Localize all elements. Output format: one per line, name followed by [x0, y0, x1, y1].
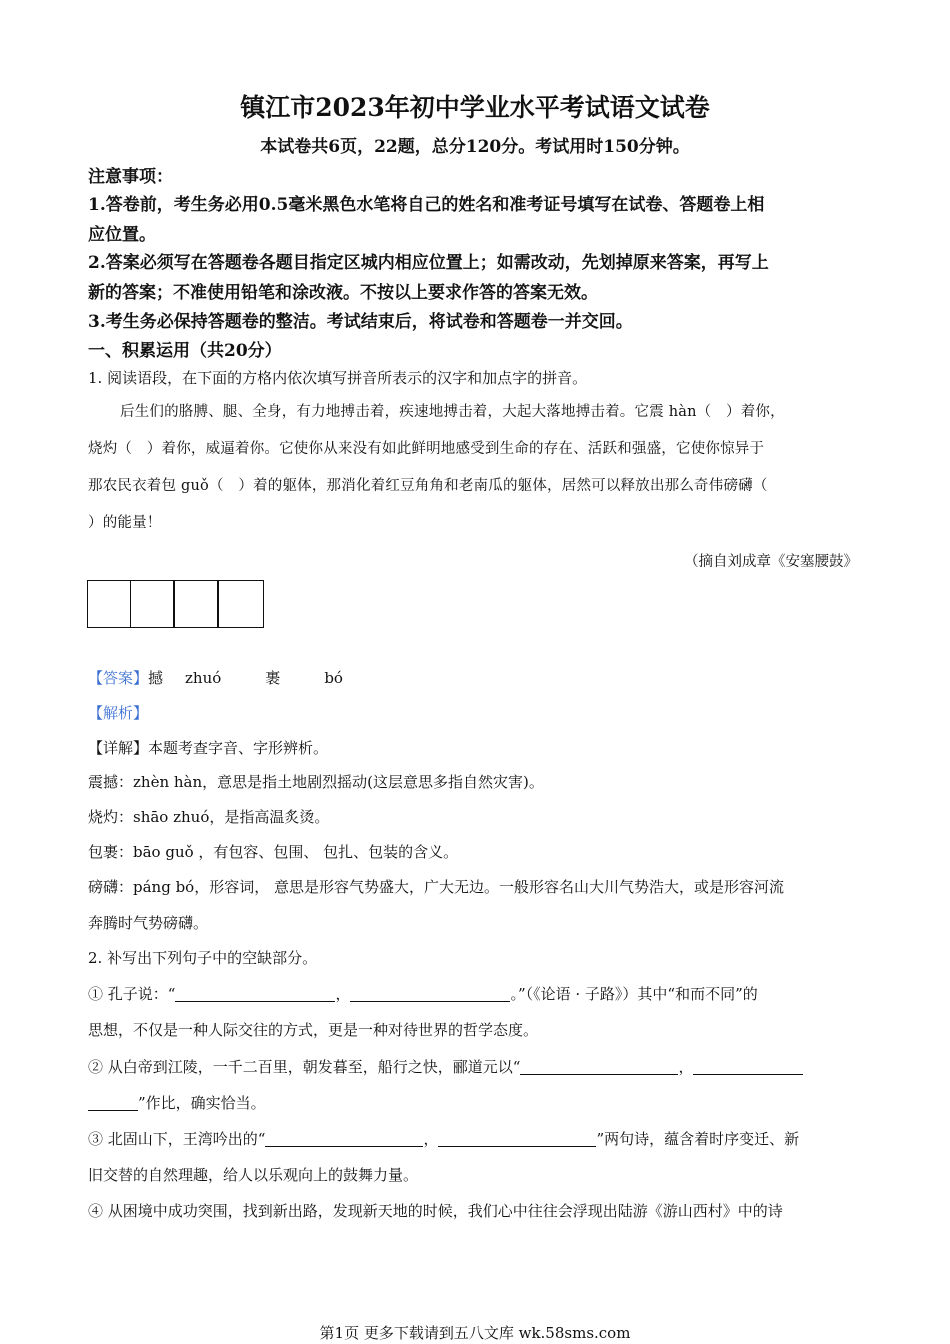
passage-line-4: ）的能量！ — [88, 515, 162, 531]
notice-item-2-line-2: 新的答案；不准使用铅笔和涂改液。不按以上要求作答的答案无效。 — [88, 283, 598, 303]
question-2-item-1 — [88, 976, 863, 1048]
fill-blank[interactable] — [693, 1058, 803, 1075]
passage-line-2: 烧灼 .（ ）着你，威逼着你。它使你从来没有如此鲜明地感受到生命的存在、活跃和强盛，它使你惊异于 — [88, 431, 863, 468]
question-1-prompt: 1. 阅读语段，在下面的方格内依次填写拼音所表示的汉字和加点字的拼音。 — [88, 369, 588, 387]
question-2-item-4: ④ 从困境中成功突围，找到新出路，发现新天地的时候，我们心中往往会浮现出陆游《游山西村》中的诗 — [88, 1202, 783, 1220]
fill-blank[interactable] — [88, 1094, 138, 1111]
dotted-char: 礴 . — [738, 478, 753, 494]
answer-value-4: bó — [324, 669, 343, 687]
fill-blank[interactable] — [175, 985, 335, 1002]
passage-line-1: 后生们的胳膊、腿、全身，有力地搏击着，疾速地搏击着，大起大落地搏击着。它震 hàn（ ）着你， — [120, 404, 785, 420]
exam-subtitle: 本试卷共6页，22题，总分120分。考试用时150分钟。 — [260, 137, 690, 157]
answer-value-1: 撼 — [148, 669, 164, 687]
notice-item-1 — [88, 190, 863, 250]
question-2-item-3 — [88, 1121, 863, 1193]
explanation-1: 震撼：zhèn hàn，意思是指土地剧烈摇动(这层意思多指自然灾害)。 — [88, 773, 544, 791]
explanation-4-line-1: 磅礴：páng bó，形容词， 意思是形容气势盛大，广大无边。一般形容名山大川气势浩大，或是形容河流 — [88, 878, 784, 896]
explanation-3: 包裹：bāo guǒ ，有包容、包围、 包扎、包装的含义。 — [88, 843, 459, 861]
page-title: 镇江市2023年初中学业水平考试语文试卷 — [240, 93, 710, 122]
answer-box-3[interactable] — [174, 580, 218, 628]
dotted-char: 灼 . — [103, 441, 118, 457]
question-2-item-2 — [88, 1049, 863, 1121]
item-1-line-2: 思想，不仅是一种人际交往的方式，更是一种对待世界的哲学态度。 — [88, 1021, 539, 1039]
answer-label: 【答案】 — [88, 669, 149, 687]
item-3-line-1: ③ 北固山下，王湾吟出的“ ， ”两句诗，蕴含着时序变迁、新 — [88, 1130, 800, 1148]
notice-item-3: 3.考生务必保持答题卷的整洁。考试结束后，将试卷和答题卷一并交回。 — [88, 312, 633, 332]
answer-box-4[interactable] — [218, 580, 264, 628]
fill-blank[interactable] — [438, 1130, 596, 1147]
section-heading: 一、积累运用（共20分） — [88, 341, 282, 361]
detail-line: 【详解】本题考查字音、字形辨析。 — [88, 739, 329, 757]
item-2-line-2: ”作比，确实恰当。 — [88, 1085, 863, 1121]
question-2-prompt: 2. 补写出下列句子中的空缺部分。 — [88, 949, 318, 967]
answer-value-3: 裹 — [265, 669, 281, 687]
fill-blank[interactable] — [350, 985, 510, 1002]
item-2-line-1: ② 从白帝到江陵，一千二百里，朝发暮至，船行之快，郦道元以“ ， — [88, 1049, 863, 1085]
notice-heading: 注意事项： — [88, 167, 173, 187]
explanation-4-line-2: 奔腾时气势磅礴。 — [88, 914, 209, 932]
item-3-line-2: 旧交替的自然理趣，给人以乐观向上的鼓舞力量。 — [88, 1166, 419, 1184]
notice-item-1-line-1: 1.答卷前，考生务必用0.5毫米黑色水笔将自己的姓名和准考证号填写在试卷、答题卷上相 — [88, 195, 765, 215]
fill-blank[interactable] — [520, 1058, 678, 1075]
analysis-label: 【解析】 — [88, 704, 149, 722]
fill-blank[interactable] — [265, 1130, 423, 1147]
explanation-4 — [88, 869, 863, 941]
answer-line — [88, 660, 863, 696]
passage-source: （摘自刘成章《安塞腰鼓》 — [684, 554, 858, 570]
explanation-2: 烧灼：shāo zhuó，是指高温炙烫。 — [88, 808, 330, 826]
notice-item-2 — [88, 248, 863, 308]
question-1-passage — [88, 394, 863, 542]
answer-box-1[interactable] — [87, 580, 131, 628]
notice-item-2-line-1: 2.答案必须写在答题卷各题目指定区城内相应位置上；如需改动，先划掉原来答案，再写上 — [88, 253, 769, 273]
passage-line-3: 那农民衣着包 guǒ（ ）着的躯体，那消化着红豆角角和老南瓜的躯体，居然可以释放出那么奇伟磅礴 .（ — [88, 468, 863, 505]
answer-box-2[interactable] — [130, 580, 174, 628]
page-footer: 第1页 更多下载请到五八文库 wk.58sms.com — [319, 1324, 631, 1342]
notice-item-1-line-2: 应位置。 — [88, 225, 156, 245]
item-1-line-1: ① 孔子说：“ ， 。”（《论语 · 子路》）其中“和而不同”的 — [88, 985, 758, 1003]
answer-value-2: zhuó — [185, 669, 222, 687]
